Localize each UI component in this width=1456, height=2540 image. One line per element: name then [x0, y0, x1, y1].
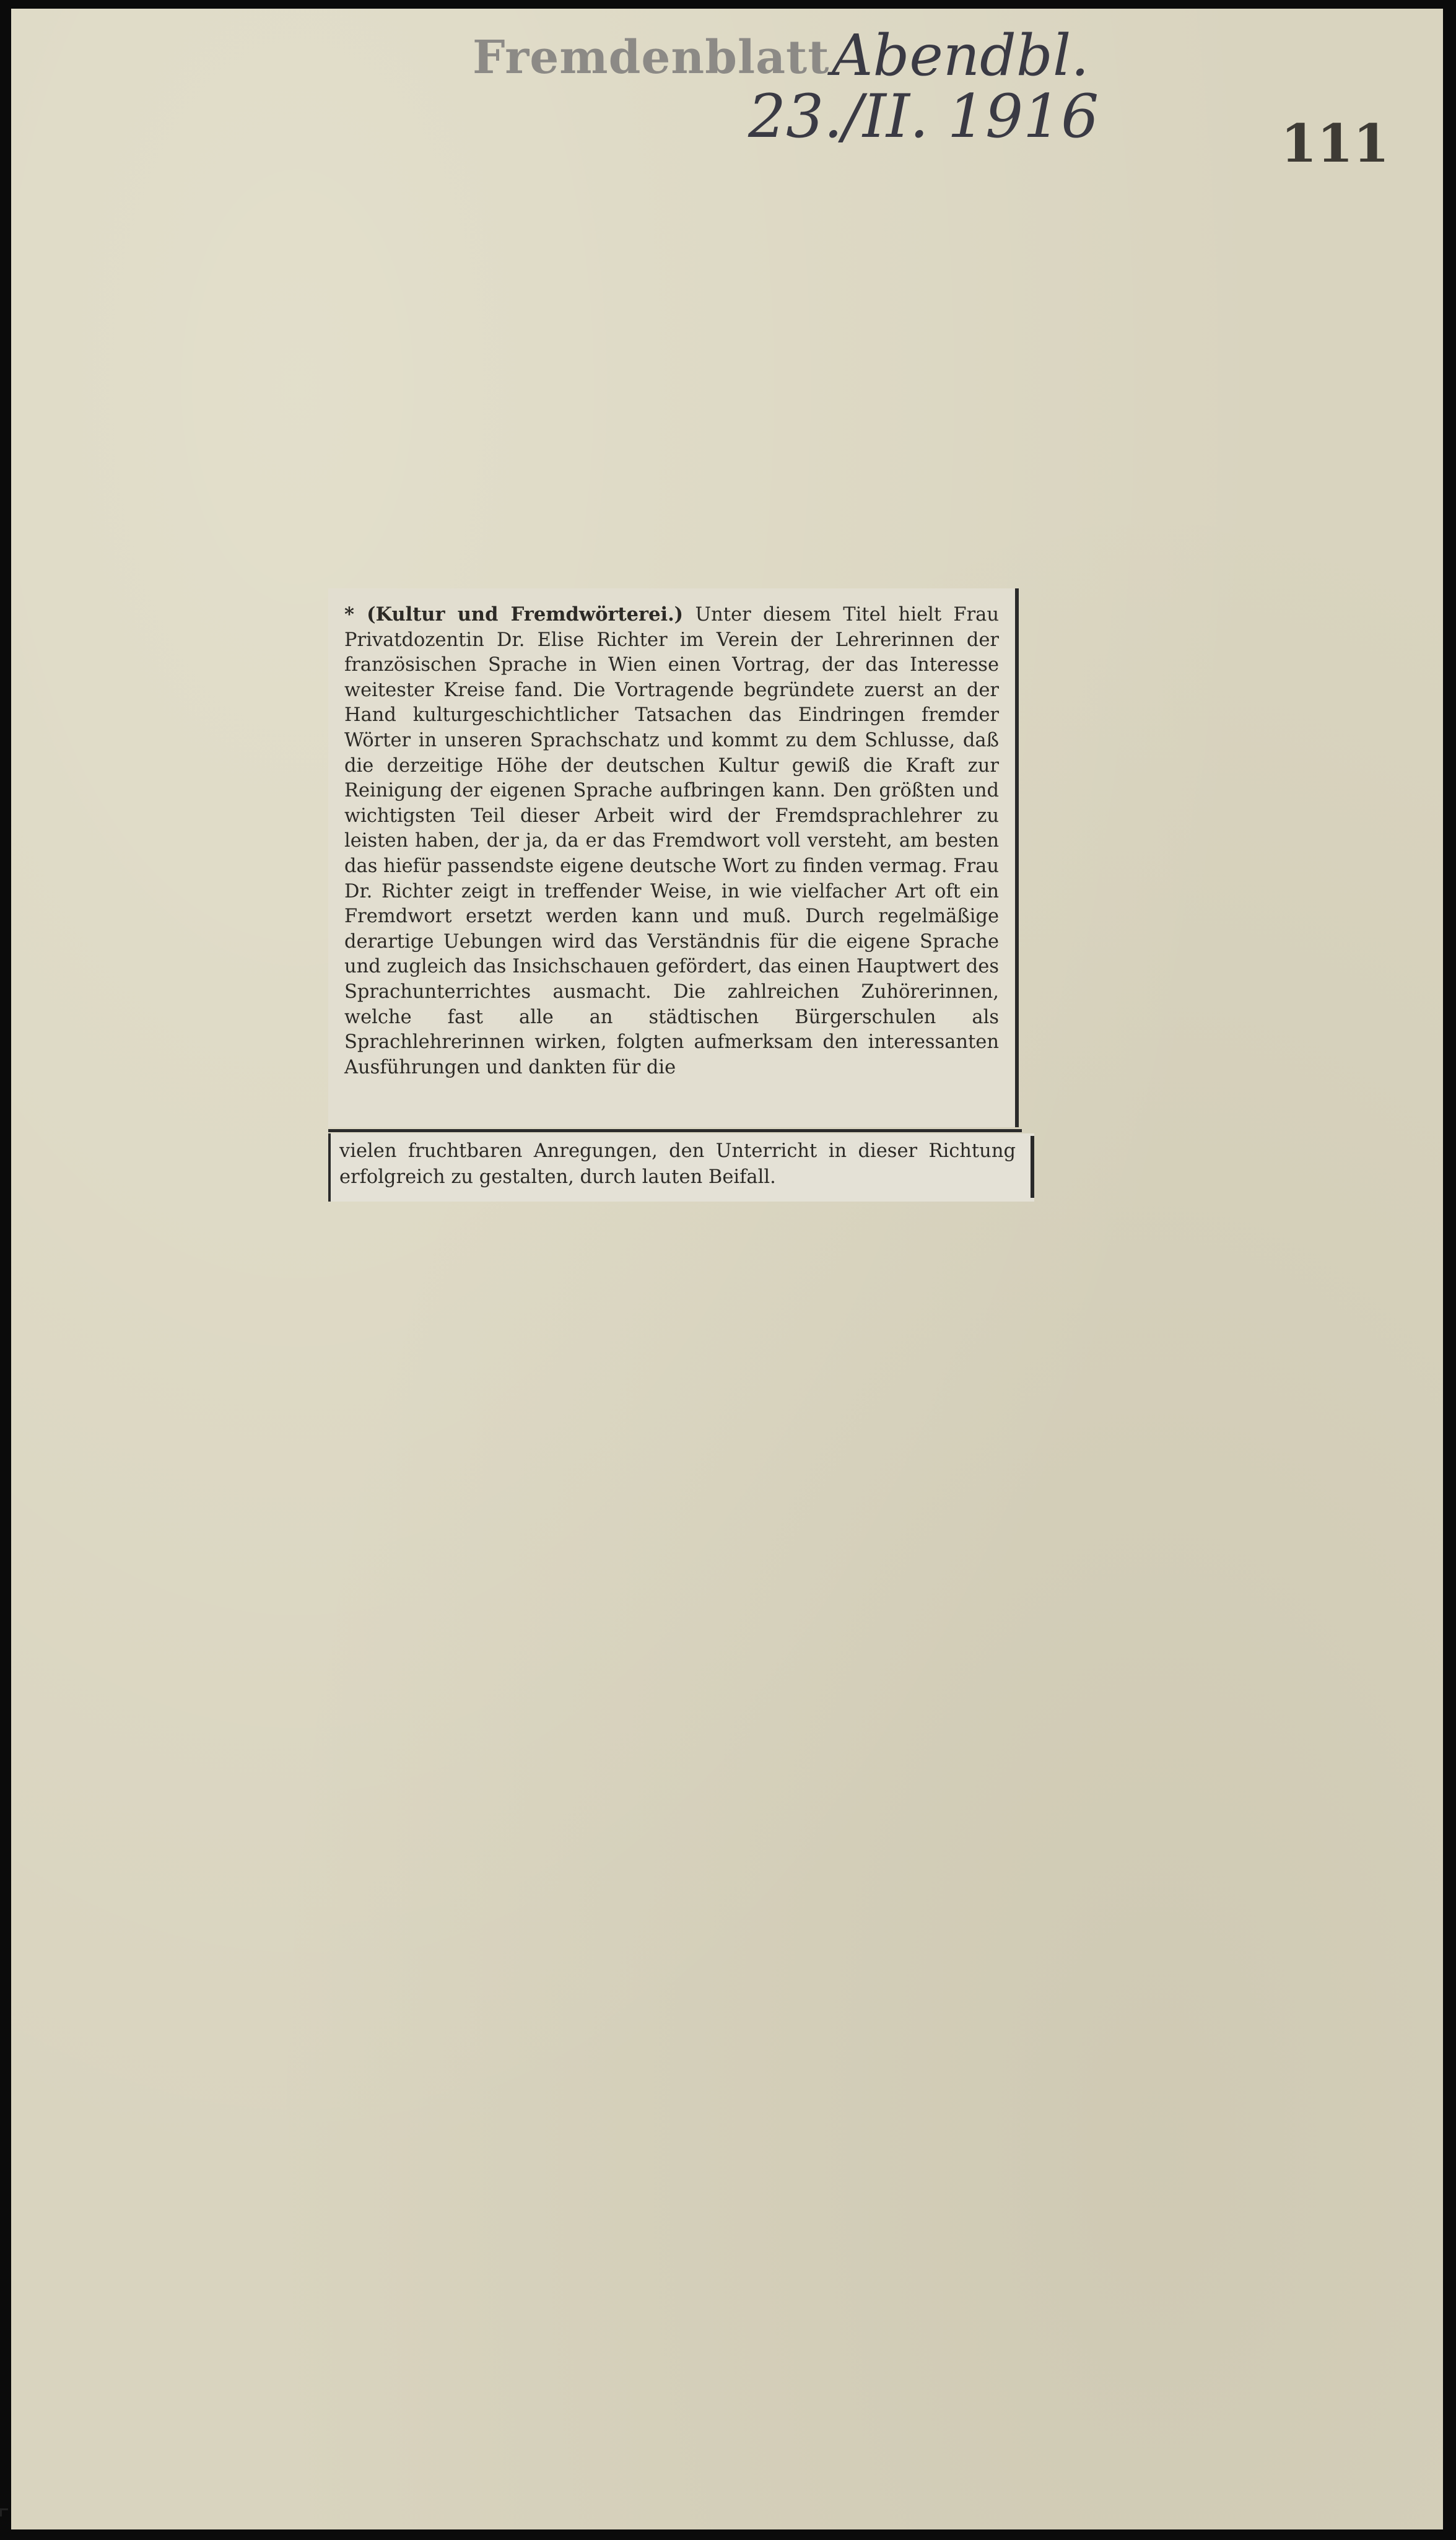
page-number: 111	[1281, 113, 1390, 174]
clipping-heading: * (Kultur und Fremdwörterei.)	[344, 603, 684, 626]
clipping-body: Unter diesem Titel hielt Frau Privatdozentin Dr. Elise Richter im Verein der Lehrerinnen der französischen Sprache in Wien einen Vortrag, der das Interesse weitester Kreise fand. Die Vortragende begründete zuerst an der Hand kulturgeschichtlicher Tatsachen das Eindringen fremder Wörter in unseren Sprachschatz und kommt zu dem Schlusse, daß die derzeitige Höhe der deutschen Kultur gewiß die Kraft zur Reinigung der eigenen Sprache aufbringen kann. Den größten und wichtigsten Teil dieser Arbeit wird der Fremdsprachlehrer zu leisten haben, der ja, da er das Fremdwort voll versteht, am besten das hiefür passendste eigene deutsche Wort zu finden vermag. Frau Dr. Richter zeigt in treffender Weise, in wie vielfacher Art oft ein Fremdwort ersetzt werden kann und muß. Durch regelmäßige derartige Uebungen wird das Verständnis für die eigene Sprache und zugleich das Insichschauen gefördert, das einen Hauptwert des Sprachunterrichtes ausmacht. Die zahlreichen Zuhörerinnen, welche fast alle an städtischen Bürgerschulen als Sprachlehrerinnen wirken, folgten aufmerksam den interessanten Ausführungen und dankten für die	[344, 604, 1000, 1078]
handwritten-edition-note: Abendbl.	[832, 22, 1089, 89]
clipping-continuation	[328, 1133, 1034, 1202]
clipping-text	[344, 602, 999, 1080]
clipping-continuation-text: vielen fruchtbaren Anregungen, den Unterricht in dieser Richtung erfolgreich zu gestalten, durch lauten Beifall.	[339, 1140, 1016, 1188]
corner-mark	[0, 2508, 8, 2516]
newspaper-clipping	[328, 588, 1019, 1127]
handwritten-date: 23./II. 1916	[748, 82, 1099, 151]
archive-sheet	[11, 9, 1443, 2529]
newspaper-stamp: Fremdenblatt	[473, 31, 830, 84]
clipping-edge	[1031, 1136, 1034, 1198]
clipping-divider	[328, 1129, 1022, 1132]
